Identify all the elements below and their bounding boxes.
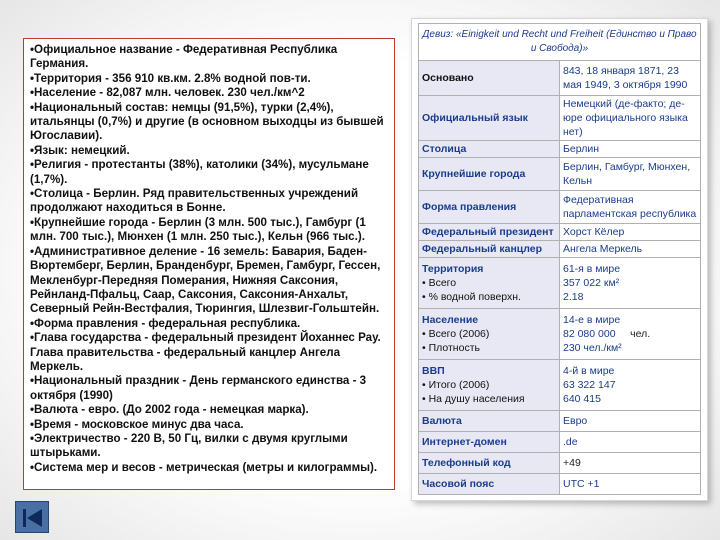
population-label-cell: [419, 309, 560, 360]
gdp-value-cell: [560, 360, 701, 411]
fact-time: •Время - московское минус два часа.: [30, 417, 244, 431]
territory-total-label: • Всего: [422, 277, 457, 289]
fact-capital: •Столица - Берлин. Ряд правительственных учреждений продолжают находиться в Бонне.: [30, 187, 359, 215]
infobox-row-gdp: [419, 360, 701, 411]
infobox-row-cities: [419, 158, 701, 191]
fact-territory: •Территория - 356 910 кв.км. 2.8% водной пов-ти.: [30, 71, 311, 85]
gdp-label-cell: [419, 360, 560, 411]
country-facts-textbox: [23, 38, 395, 490]
fact-official-name: •Официальное название - Федеративная Республика Германия.: [30, 43, 338, 71]
population-total-label: • Всего (2006): [422, 328, 490, 340]
territory-water-value: 2.18: [563, 291, 584, 303]
gdp-rank[interactable]: 4-й в мире: [563, 365, 615, 377]
timezone-label[interactable]: Часовой пояс: [419, 474, 560, 495]
domain-label[interactable]: Интернет-домен: [419, 432, 560, 453]
infobox-row-motto: [419, 24, 701, 61]
infobox-table: [418, 23, 701, 495]
cities-label[interactable]: Крупнейшие города: [419, 158, 560, 191]
population-value-cell: [560, 309, 701, 360]
government-value[interactable]: Федеративная парламентская республика: [560, 191, 701, 224]
gdp-capita-label: • На душу населения: [422, 393, 525, 405]
fact-currency: •Валюта - евро. (До 2002 года - немецкая марка).: [30, 403, 309, 417]
infobox-row-currency: [419, 411, 701, 432]
capital-label[interactable]: Столица: [419, 141, 560, 158]
phone-label[interactable]: Телефонный код: [419, 453, 560, 474]
chancellor-label[interactable]: Федеральный канцлер: [419, 241, 560, 258]
fact-language: •Язык: немецкий.: [30, 143, 130, 157]
gdp-capita-value: 640 415: [563, 393, 601, 405]
population-density-value: 230 чел./км²: [563, 342, 622, 354]
fact-administrative-division: •Административное деление - 16 земель: Бавария, Баден-Вюртемберг, Берлин, Бранденбург, Бремен, Гамбург, Гессен, Мекленбург-Передняя Померания, Нижняя Саксония, Рейнланд-Пфальц, Саар, Саксония, Саксония-Анхальт, Северный Рейн-Вестфалия, Тюрингия, Шлезвиг-Гольштейн.: [30, 244, 381, 316]
infobox-row-phone: [419, 453, 701, 474]
infobox-row-domain: [419, 432, 701, 453]
infobox-row-chancellor: [419, 241, 701, 258]
currency-value[interactable]: Евро: [560, 411, 701, 432]
fact-measurement-system: •Система мер и весов - метрическая (метры и килограммы).: [30, 460, 378, 474]
population-density-label: • Плотность: [422, 342, 480, 354]
fact-electricity: •Электричество - 220 В, 50 Гц, вилки с двумя круглыми штырьками.: [30, 431, 348, 460]
gdp-label[interactable]: ВВП: [422, 365, 445, 377]
infobox-row-government: [419, 191, 701, 224]
back-nav-button[interactable]: [15, 501, 49, 533]
territory-total-value: 357 022 км²: [563, 277, 620, 289]
motto-text: Девиз: «Einigkeit und Recht und Freiheit (Единство и Право и Свобода)»: [419, 24, 701, 61]
infobox-row-president: [419, 224, 701, 241]
population-total-value: 82 080 000: [563, 328, 616, 340]
president-label[interactable]: Федеральный президент: [419, 224, 560, 241]
language-value[interactable]: Немецкий (де-факто; де-юре официального языка нет): [560, 96, 701, 141]
capital-value[interactable]: Берлин: [560, 141, 701, 158]
territory-value-cell: [560, 258, 701, 309]
infobox-row-founded: [419, 61, 701, 96]
population-total-line: [563, 327, 697, 341]
cities-value[interactable]: Берлин, Гамбург, Мюнхен, Кельн: [560, 158, 701, 191]
fact-form-of-government: •Форма правления - федеральная республика.: [30, 316, 301, 330]
language-label[interactable]: Официальный язык: [419, 96, 560, 141]
territory-label-cell: [419, 258, 560, 309]
fact-ethnic-composition: •Национальный состав: немцы (91,5%), турки (2,4%), итальянцы (0,7%) и другие (в основном выходцы из бывшей Югославии).: [30, 100, 384, 143]
fact-head-of-state: •Глава государства - федеральный президент Йоханнес Рау. Глава правительства - федеральный канцлер Ангела Меркель.: [30, 331, 381, 373]
founded-value[interactable]: 843, 18 января 1871, 23 мая 1949, 3 октября 1990: [560, 61, 701, 96]
phone-value: +49: [560, 453, 701, 474]
infobox-row-timezone: [419, 474, 701, 495]
fact-religion: •Религия - протестанты (38%), католики (34%), мусульмане (1,7%).: [30, 158, 369, 186]
fact-largest-cities: •Крупнейшие города - Берлин (3 млн. 500 тыс.), Гамбург (1 млн. 700 тыс.), Мюнхен (1 млн. 250 тыс.), Кельн (966 тыс.).: [30, 215, 366, 244]
infobox-panel: [411, 18, 708, 501]
territory-rank[interactable]: 61-я в мире: [563, 263, 621, 275]
government-label[interactable]: Форма правления: [419, 191, 560, 224]
rewind-icon: [22, 507, 44, 529]
infobox-row-population: [419, 309, 701, 360]
chancellor-value[interactable]: Ангела Меркель: [560, 241, 701, 258]
gdp-total-label: • Итого (2006): [422, 379, 490, 391]
fact-national-holiday: •Национальный праздник - День германского единства - 3 октября (1990): [30, 374, 367, 402]
population-label[interactable]: Население: [422, 314, 479, 326]
infobox-row-capital: [419, 141, 701, 158]
domain-value[interactable]: .de: [560, 432, 701, 453]
founded-label: Основано: [419, 61, 560, 96]
president-value[interactable]: Хорст Кёлер: [560, 224, 701, 241]
territory-label[interactable]: Территория: [422, 263, 484, 275]
territory-water-label: • % водной поверхн.: [422, 291, 521, 303]
infobox-row-language: [419, 96, 701, 141]
infobox-row-territory: [419, 258, 701, 309]
fact-population: •Население - 82,087 млн. человек. 230 чел./км^2: [30, 86, 305, 100]
population-unit: чел.: [630, 328, 651, 340]
currency-label[interactable]: Валюта: [419, 411, 560, 432]
gdp-total-value: 63 322 147: [563, 379, 616, 391]
timezone-value[interactable]: UTC +1: [560, 474, 701, 495]
population-rank[interactable]: 14-е в мире: [563, 314, 621, 326]
